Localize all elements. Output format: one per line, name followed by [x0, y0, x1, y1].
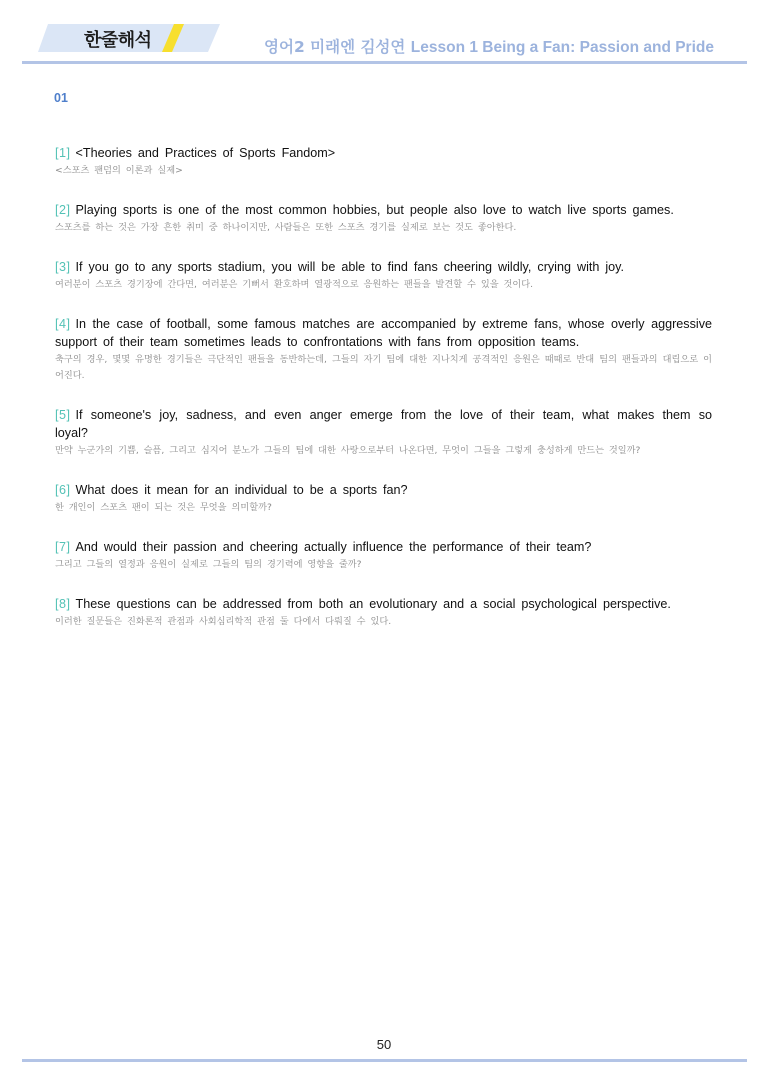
- page-number: 50: [376, 1037, 392, 1052]
- english-text: What does it mean for an individual to be a sports fan?: [75, 483, 408, 497]
- korean-translation: 그리고 그들의 열정과 응원이 실제로 그들의 팀의 경기력에 영향을 줄까?: [55, 559, 362, 570]
- lesson-title: Lesson 1 Being a Fan: Passion and Pride: [410, 39, 714, 56]
- sentence-number: [8]: [55, 597, 71, 611]
- english-sentence: [55, 315, 712, 351]
- korean-translation: 여러분이 스포츠 경기장에 간다면, 여러분은 기뻐서 환호하며 열광적으로 응원하는 팬들을 발견할 수 있을 것이다.: [55, 279, 534, 290]
- section-tab-label: 한줄해석: [84, 30, 152, 51]
- korean-translation: 한 개인이 스포츠 팬이 되는 것은 무엇을 의미할까?: [55, 502, 272, 513]
- english-text: <Theories and Practices of Sports Fandom>: [75, 146, 336, 160]
- korean-translation: 만약 누군가의 기쁨, 슬픔, 그리고 심지어 분노가 그들의 팀에 대한 사랑으로부터 나온다면, 무엇이 그들을 그렇게 충성하게 만드는 것일까?: [55, 445, 641, 456]
- sentence-list: [55, 144, 712, 652]
- sentence-item: [55, 144, 712, 179]
- book-lesson-title: [264, 35, 714, 57]
- sentence-item: [55, 406, 712, 459]
- korean-translation: 이러한 질문들은 진화론적 관점과 사회심리학적 관점 둘 다에서 다뤄질 수 있다.: [55, 616, 392, 627]
- question-number: 01: [54, 91, 68, 105]
- korean-translation: 스포츠를 하는 것은 가장 흔한 취미 중 하나이지만, 사람들은 또한 스포츠 경기를 실제로 보는 것도 좋아한다.: [55, 222, 517, 233]
- sentence-item: [55, 481, 712, 516]
- header-rule: [22, 61, 747, 64]
- sentence-number: [2]: [55, 203, 71, 217]
- sentence-item: [55, 201, 712, 236]
- english-text: In the case of football, some famous matches are accompanied by extreme fans, whose overly aggressive support of their team sometimes leads to confrontations with fans from opposition teams.: [55, 317, 712, 349]
- english-sentence: [55, 144, 712, 162]
- english-text: If you go to any sports stadium, you will be able to find fans cheering wildly, crying with joy.: [75, 260, 625, 274]
- english-sentence: [55, 595, 712, 613]
- sentence-number: [1]: [55, 146, 71, 160]
- english-text: These questions can be addressed from both an evolutionary and a social psychological perspective.: [75, 597, 671, 611]
- english-sentence: [55, 258, 712, 276]
- korean-translation: 축구의 경우, 몇몇 유명한 경기들은 극단적인 팬들을 동반하는데, 그들의 자기 팀에 대한 지나치게 공격적인 응원은 때때로 반대 팀의 팬들과의 대립으로 이어진다.: [55, 354, 712, 381]
- sentence-item: [55, 595, 712, 630]
- english-text: If someone's joy, sadness, and even anger emerge from the love of their team, what makes them so loyal?: [55, 408, 712, 440]
- sentence-item: [55, 315, 712, 384]
- english-sentence: [55, 538, 712, 556]
- sentence-number: [5]: [55, 408, 71, 422]
- sentence-item: [55, 538, 712, 573]
- sentence-item: [55, 258, 712, 293]
- english-sentence: [55, 201, 712, 219]
- english-sentence: [55, 481, 712, 499]
- page-header: [0, 0, 768, 70]
- sentence-number: [4]: [55, 317, 71, 331]
- sentence-number: [6]: [55, 483, 71, 497]
- english-sentence: [55, 406, 712, 442]
- english-text: And would their passion and cheering actually influence the performance of their team?: [75, 540, 592, 554]
- book-title: 영어2 미래엔 김성연: [264, 38, 406, 56]
- korean-translation: <스포츠 팬덤의 이론과 실제>: [55, 165, 183, 176]
- english-text: Playing sports is one of the most common hobbies, but people also love to watch live sports games.: [75, 203, 674, 217]
- sentence-number: [3]: [55, 260, 71, 274]
- footer-rule: [22, 1059, 747, 1062]
- sentence-number: [7]: [55, 540, 71, 554]
